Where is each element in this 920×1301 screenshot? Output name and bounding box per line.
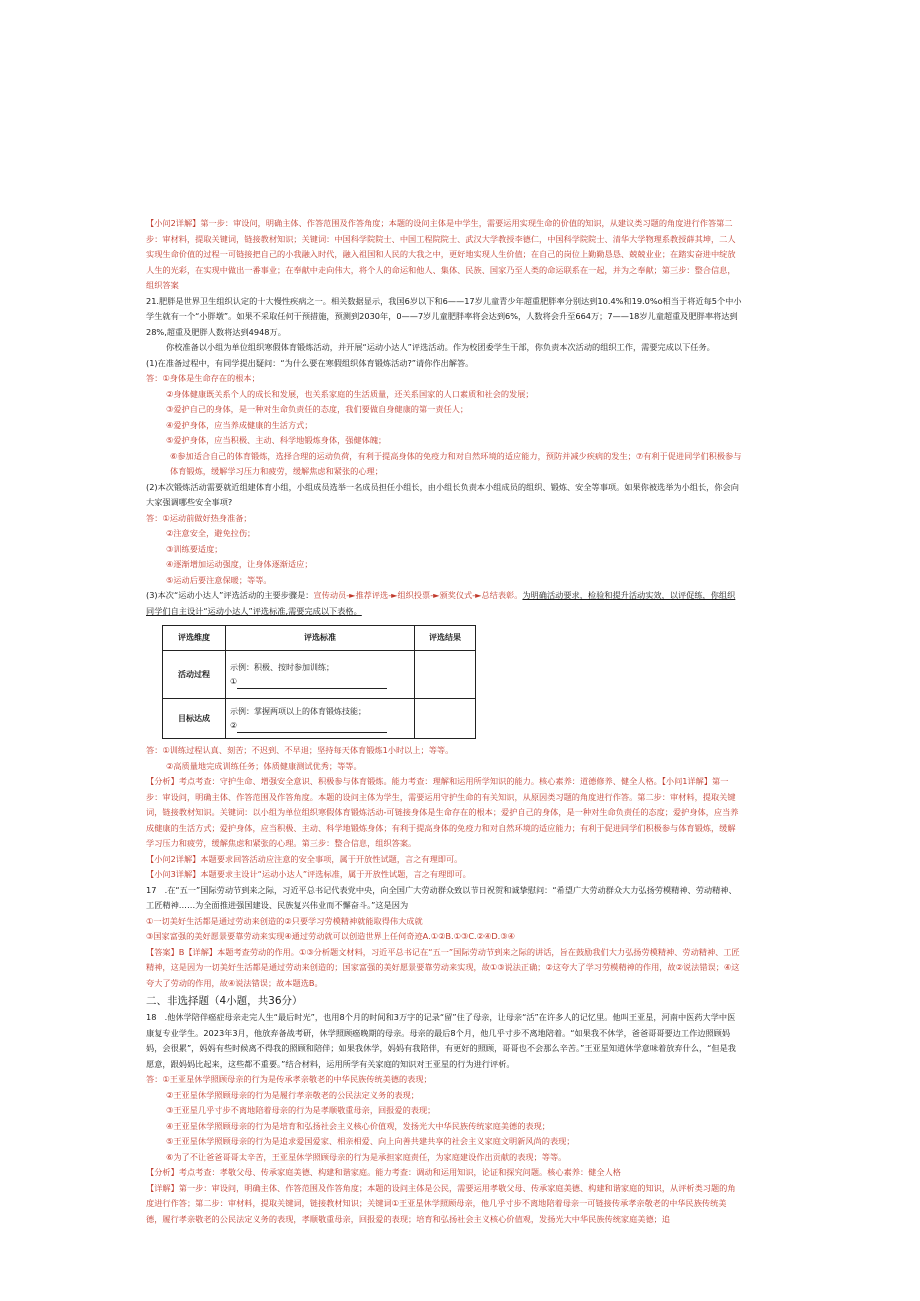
q21-p2-answer-4: ④逐渐增加运动强度，让身体逐渐适应；	[166, 559, 313, 569]
document-page	[146, 216, 742, 1227]
section-title: 二、非选择题（4小题，共36分）	[146, 995, 303, 1007]
table-row	[163, 651, 476, 699]
q18-stem: 18 .他休学陪伴癌症母亲走完人生“最后时光”，也用8个月的时间和3万字的记录“留”住了母亲，让母亲“活”在许多人的记忆里。他叫王亚星，河南中医药大学中医康复专业学生。2023年3月，他放弃备战考研，休学照顾癌晚期的母亲。母亲的最后8个月，他几乎寸步不离地陪着。“如果我不休学，爸爸哥哥要边工作边照顾妈妈，会很累”，妈妈有些时候离不得我的照顾和陪伴；如果我休学，妈妈有我陪伴，有更好的照顾，哥哥也不会那么辛苦。”王亚星知道休学意味着放弃什么，“但是我愿意，跟妈妈比起来，这些都不重要。”结合材料，运用所学有关家庭的知识对王亚星的行为进行评析。	[146, 1012, 736, 1069]
q21-p1-answer-4: ④爱护身体，应当养成健康的生活方式；	[166, 419, 313, 430]
table-cell-result	[415, 651, 476, 699]
table-header-dimension: 评选维度	[163, 626, 226, 651]
q21-p3-question	[146, 588, 742, 619]
table-header-standard: 评选标准	[226, 626, 415, 651]
q21-p1-answer-5: ⑤爱护身体，应当积极、主动、科学地锻炼身体，强健体魄；	[166, 435, 387, 445]
q21-p3-q-b: 为明确活动要求，检验和提升活动实效，以评促练，你组织同学们自主设计“运动小达人”评选标准,需要完成以下表格。	[146, 590, 736, 616]
q18-answer-1: 答：①王亚星休学照顾母亲的行为是传承孝亲敬老的中华民族传统美德的表现；	[146, 1074, 432, 1084]
table-cell-result	[415, 699, 476, 739]
table-cell-blank	[230, 719, 410, 733]
table-row	[163, 699, 476, 739]
q17-options-2: ③国家富强的美好愿景要靠劳动来实现④通过劳动就可以创造世界上任何奇迹A.①②B.①③C.②④D.③④	[146, 931, 515, 941]
q18-answer-5: ⑤王亚星休学照顾母亲的行为是追求爱国爱家、相亲相爱、向上向善共建共享的社会主义家庭文明新风尚的表现；	[166, 1136, 575, 1146]
blank-line	[237, 723, 387, 733]
table-cell-dimension: 活动过程	[163, 651, 226, 699]
table-cell-standard	[226, 699, 415, 739]
table-cell-blank	[230, 675, 410, 689]
q21-detail-2: 【小问2详解】本题要求回答活动应注意的安全事项，属于开放性试题，言之有理即可。	[146, 853, 463, 864]
q21-p3-steps: 宣传动员-►推荐评选-►组织投票-►颁奖仪式-►总结表彰。	[313, 590, 523, 600]
q21-stem: 21.肥胖是世界卫生组织认定的十大慢性疾病之一。相关数据显示，我国6岁以下和6——17岁儿童青少年超重肥胖率分别达到10.4%和19.0%o相当于将近每5个中小学生就有一个“小胖墩”。如果不采取任何干预措施，预测到2030年，0——7岁儿童肥胖率将会达到6%，人数将会升至664万；7——18岁儿童超重及肥胖率将达到28%,超重及肥胖人数将达到4948万。	[146, 295, 742, 337]
q21-task: 你校准备以小组为单位组织寒假体育锻炼活动，并开展“运动小达人”评选活动。作为校团委学生干部，你负责本次活动的组织工作，需要完成以下任务。	[166, 342, 715, 352]
table-header-row	[163, 626, 476, 651]
q21-p2-question: (2)本次锻炼活动需要就近组建体育小组，小组成员选举一名成员担任小组长，由小组长负责本小组成员的组织、锻炼、安全等事项。如果你被选举为小组长，你会向大家强调哪些安全事项?	[146, 481, 739, 507]
q18-answer-3: ③王亚星几乎寸步不离地陪着母亲的行为是孝顺敬重母亲，回报爱的表现；	[166, 1105, 436, 1115]
q21-p2-answer-3: ③训练要适度；	[166, 543, 223, 554]
q21-p1-answer-6: ⑥参加适合自己的体育锻炼，选择合理的运动负荷，有利于提高身体的免疫力和对自然环境的适应能力，预防并减少疾病的发生；⑦有利于促进同学们积极参与体育锻炼，缓解学习压力和疲劳，缓解焦虑和紧张的心理；	[170, 450, 742, 476]
q21-p1-answer-1: 答：①身体是生命存在的根本；	[146, 373, 260, 383]
table-cell-example: 示例：掌握两项以上的体育锻炼技能；	[230, 706, 366, 716]
table-header-result: 评选结果	[415, 626, 476, 651]
q21-p2-answer-1: 答：①运动前做好热身准备；	[146, 512, 252, 523]
q17-options-1: ①一切美好生活都是通过劳动来创造的②只要学习劳模精神就能取得伟大成就	[146, 915, 423, 926]
q21-p3-answer-1: 答：①训练过程认真、刻苦；不迟到、不早退；坚持每天体育锻炼1小时以上；等等。	[146, 745, 454, 755]
q21-p1-answer-3: ③爱护自己的身体，是一种对生命负责任的态度，我们要做自身健康的第一责任人；	[166, 404, 469, 414]
q21-detail-3: 【小问3详解】本题要求主设计“运动小达人”评选标准，属于开放性试题，言之有理即可。	[146, 869, 471, 879]
analysis-q2-prev: 【小问2详解】第一步：审设问，明确主体、作答范围及作答角度；本题的设问主体是中学生，需要运用实现生命的价值的知识，从建议类习题的角度进行作答第二步：审材料，提取关键词，链接教材知识；关键词：中国科学院院士、中国工程院院士、武汉大学教授李德仁，中国科学院院士、清华大学物理系教授薛其坤，二人实现生命价值的过程一可链接把自己的小我融入时代，融入祖国和人民的大我之中，更好地实现人生价值；在自己的岗位上勤勤恳恳、兢兢业业；在踏实奋进中绽放人生的光彩，在实现中做出一番事业；在奉献中走向伟大，将个人的命运和他人、集体、民族、国家乃至人类的命运联系在一起，并为之奉献；第三步：整合信息，组织答案	[146, 218, 736, 290]
q21-p2-answer-5: ⑤运动后要注意保暖；等等。	[166, 574, 272, 585]
table-cell-standard	[226, 651, 415, 699]
blank-number: ②	[230, 720, 238, 730]
q21-p2-answer-2: ②注意安全，避免拉伤；	[166, 528, 256, 538]
q21-p1-answer-2: ②身体健康既关系个人的成长和发展，也关系家庭的生活质量，还关系国家的人口素质和社会的发展；	[166, 388, 534, 399]
q17-answer: 【答案】B【详解】本题考查劳动的作用。①③分析题文材料，习近平总书记在“五一”国际劳动节到来之际的讲话，旨在鼓励我们大力弘扬劳模精神、劳动精神、工匠精神，这是因为一切美好生活都是通过劳动来创造的；国家富强的美好愿景要靠劳动来实现，故①③说法正确；②这夸大了学习劳模精神的作用，故②说法错误；④这夸大了劳动的作用，故④说法错误；故本题选B。	[146, 946, 740, 988]
table-cell-dimension: 目标达成	[163, 699, 226, 739]
q18-answer-2: ②王亚星休学照顾母亲的行为是履行孝亲敬老的公民法定义务的表现；	[166, 1089, 419, 1100]
evaluation-table	[162, 625, 476, 739]
blank-number: ①	[230, 676, 238, 686]
q21-p1-question: (1)在准备过程中，有同学提出疑问：“为什么要在寒假组织体育锻炼活动?”请你作出解答。	[146, 357, 474, 368]
q21-p3-answer-2: ②高质量地完成训练任务；体质健康测试优秀；等等。	[166, 760, 362, 771]
q18-detail: 【详解】第一步：审设问，明确主体、作答范围及作答角度；本题的设问主体是公民，需要运用孝敬父母、传承家庭美德、构建和谐家庭的知识，从评析类习题的角度进行作答；第二步：审材料，提取关键词，链接教材知识；关键词①王亚星休学照顾母亲，他几乎寸步不离地陪着母亲一可链接传承孝亲敬老的中华民族传统美德，履行孝亲敬老的公民法定义务的表现，孝顺敬重母亲，回报爱的表现；培育和弘扬社会主义核心价值观，发扬光大中华民族传统家庭美德；追	[146, 1182, 736, 1224]
table-cell-example: 示例：积极、按时参加训练；	[230, 662, 334, 672]
q18-answer-4: ④王亚星休学照顾母亲的行为是培育和弘扬社会主义核心价值观，发扬光大中华民族传统家庭美德的表现；	[166, 1120, 550, 1131]
q17-stem: 17 .在“五一”国际劳动节到来之际，习近平总书记代表党中央，向全国广大劳动群众致以节日祝贺和诚挚慰问：“希望广大劳动群众大力弘扬劳模精神、劳动精神、工匠精神……为全面推进强国建设、民族复兴伟业而不懈奋斗。”这是因为	[146, 884, 737, 910]
q21-analysis: 【分析】考点考查：守护生命、增强安全意识、积极参与体育锻炼。能力考查：理解和运用所学知识的能力。核心素养：道德修养、健全人格。【小问1详解】第一步：审设问，明确主体、作答范围及作答角度。本题的设问主体为学生，需要运用守护生命的有关知识，从原因类习题的角度进行作答。第二步：审材料，提取关键词，链接教材知识。关键词：以小组为单位组织寒假体育锻炼活动-可链接身体是生命存在的根本；爱护自己的身体，是一种对生命负责任的态度；爱护身体，应当养成健康的生活方式；爱护身体，应当积极、主动、科学地锻炼身体；有利于提高身体的免疫力和对自然环境的适应能力；有利于促进同学们积极参与体育锻炼，缓解学习压力和疲劳，缓解焦虑和紧张的心理。第三步：整合信息，组织答案。	[146, 776, 739, 848]
q21-p3-q-a: (3)本次“运动小达人”评选活动的主要步骤是：	[146, 590, 314, 600]
q18-answer-6: ⑥为了不让爸爸哥哥太辛苦，王亚星休学照顾母亲的行为是承担家庭责任，为家庭建设作出贡献的表现；等等。	[166, 1151, 567, 1162]
blank-line	[237, 679, 387, 689]
q18-analysis: 【分析】考点考查：孝敬父母、传承家庭美德、构建和谐家庭。能力考查：调动和运用知识，论证和探究问题。核心素养：健全人格	[146, 1167, 621, 1177]
